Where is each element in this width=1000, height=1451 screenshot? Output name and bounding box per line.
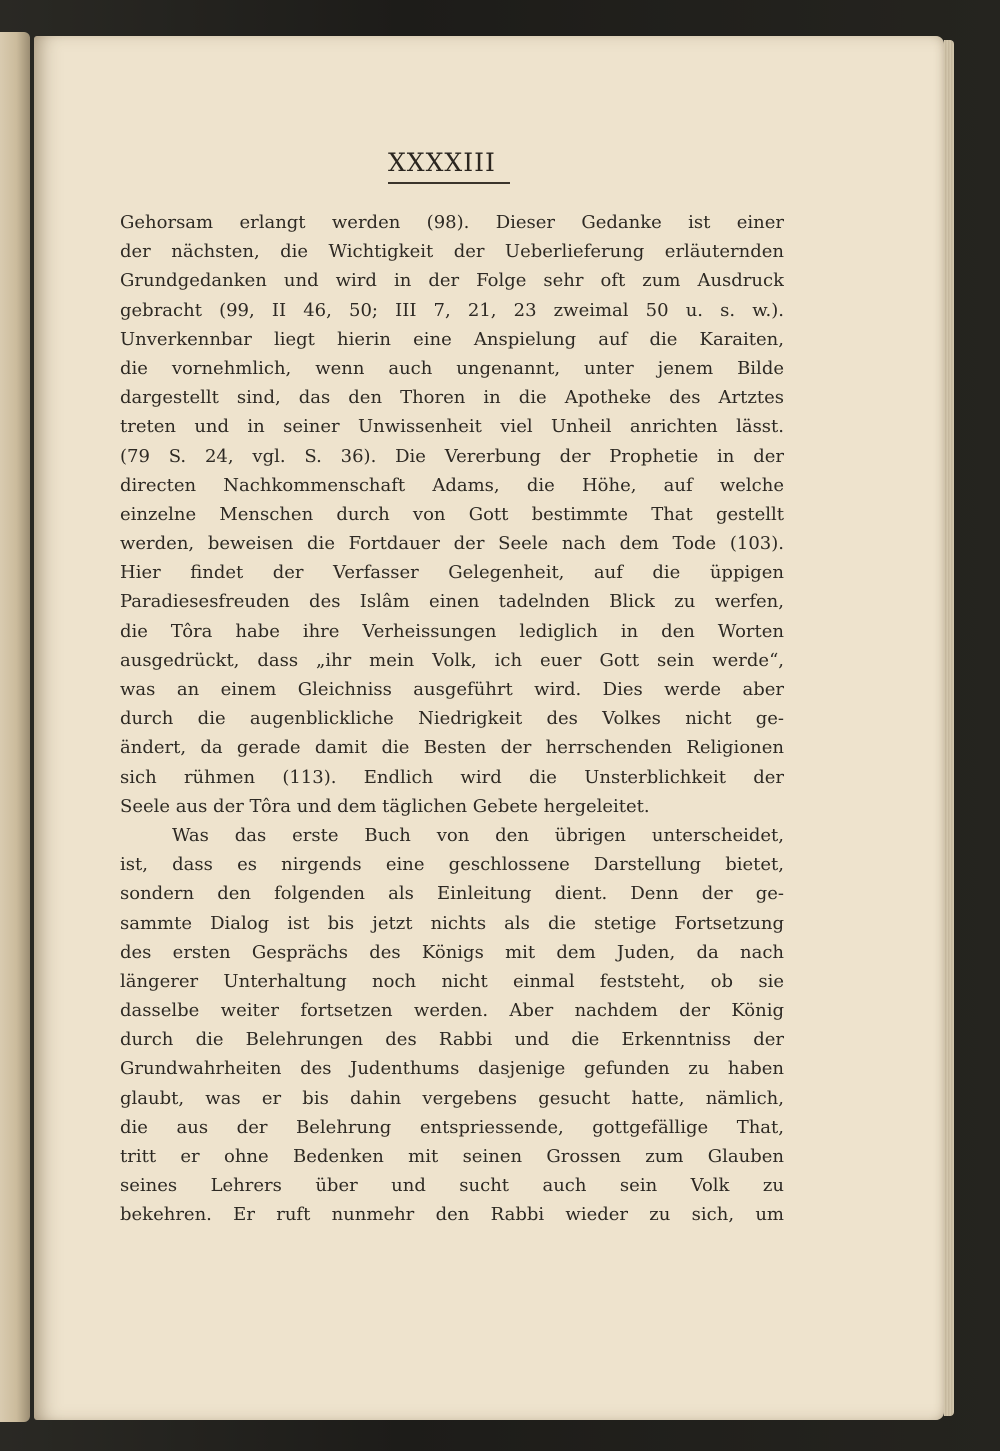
text-line: ausgedrückt, dass „ihr mein Volk, ich euer Gott sein werde“, bbox=[120, 649, 784, 671]
text-line: seines Lehrers über und sucht auch sein Volk zu bbox=[120, 1175, 784, 1197]
text-line: die aus der Belehrung entspriessende, gottgefällige That, bbox=[120, 1116, 784, 1138]
text-line: directen Nachkommenschaft Adams, die Höhe, auf welche bbox=[120, 474, 784, 496]
text-line: durch die Belehrungen des Rabbi und die Erkenntniss der bbox=[120, 1029, 784, 1051]
text-line: einzelne Menschen durch von Gott bestimmte That gestellt bbox=[120, 503, 784, 525]
text-line: der nächsten, die Wichtigkeit der Ueberlieferung erläuternden bbox=[120, 241, 784, 263]
text-line: gebracht (99, II 46, 50; III 7, 21, 23 zweimal 50 u. s. w.). bbox=[120, 299, 784, 321]
running-head-rule bbox=[388, 182, 510, 184]
text-line: glaubt, was er bis dahin vergebens gesucht hatte, nämlich, bbox=[120, 1087, 784, 1109]
text-line: bekehren. Er ruft nunmehr den Rabbi wieder zu sich, um bbox=[120, 1204, 784, 1226]
text-line: was an einem Gleichniss ausgeführt wird. Dies werde aber bbox=[120, 679, 784, 700]
text-line: ändert, da gerade damit die Besten der herrschenden Religionen bbox=[120, 737, 784, 759]
text-line: Unverkennbar liegt hierin eine Anspielung auf die Karaiten, bbox=[120, 328, 784, 350]
text-line: Grundwahrheiten des Judenthums dasjenige gefunden zu haben bbox=[120, 1058, 784, 1080]
text-line: tritt er ohne Bedenken mit seinen Grossen zum Glauben bbox=[120, 1146, 784, 1167]
page-block-edge bbox=[944, 40, 954, 1416]
text-line: sondern den folgenden als Einleitung dient. Denn der ge- bbox=[120, 883, 784, 905]
text-line: Grundgedanken und wird in der Folge sehr oft zum Ausdruck bbox=[120, 270, 784, 292]
text-line: dargestellt sind, das den Thoren in die Apotheke des Artztes bbox=[120, 387, 784, 409]
text-line: die Tôra habe ihre Verheissungen lediglich in den Worten bbox=[120, 620, 784, 642]
text-line: Gehorsam erlangt werden (98). Dieser Gedanke ist einer bbox=[120, 212, 784, 233]
text-line: (79 S. 24, vgl. S. 36). Die Vererbung der Prophetie in der bbox=[120, 445, 784, 467]
facing-page-edge bbox=[0, 32, 30, 1422]
text-line: treten und in seiner Unwissenheit viel Unheil anrichten lässt. bbox=[120, 416, 784, 438]
text-line: des ersten Gesprächs des Königs mit dem Juden, da nach bbox=[120, 941, 784, 963]
text-line: Paradiesesfreuden des Islâm einen tadelnden Blick zu werfen, bbox=[120, 591, 784, 613]
text-line: sammte Dialog ist bis jetzt nichts als die stetige Fortsetzung bbox=[120, 912, 784, 934]
text-line: werden, beweisen die Fortdauer der Seele nach dem Tode (103). bbox=[120, 533, 784, 555]
text-line: durch die augenblickliche Niedrigkeit des Volkes nicht ge- bbox=[120, 708, 784, 730]
text-line: sich rühmen (113). Endlich wird die Unsterblichkeit der bbox=[120, 766, 784, 788]
text-line: längerer Unterhaltung noch nicht einmal feststeht, ob sie bbox=[120, 970, 784, 992]
text-line: Hier findet der Verfasser Gelegenheit, auf die üppigen bbox=[120, 562, 784, 584]
text-line: ist, dass es nirgends eine geschlossene Darstellung bietet, bbox=[120, 854, 784, 876]
running-head: XXXXIII bbox=[388, 148, 496, 177]
text-line: die vornehmlich, wenn auch ungenannt, unter jenem Bilde bbox=[120, 357, 784, 379]
text-line: Seele aus der Tôra und dem täglichen Gebete hergeleitet. bbox=[120, 795, 650, 817]
text-line: dasselbe weiter fortsetzen werden. Aber nachdem der König bbox=[120, 1000, 784, 1022]
text-line: Was das erste Buch von den übrigen unterscheidet, bbox=[172, 824, 784, 846]
body-text bbox=[120, 208, 784, 1230]
